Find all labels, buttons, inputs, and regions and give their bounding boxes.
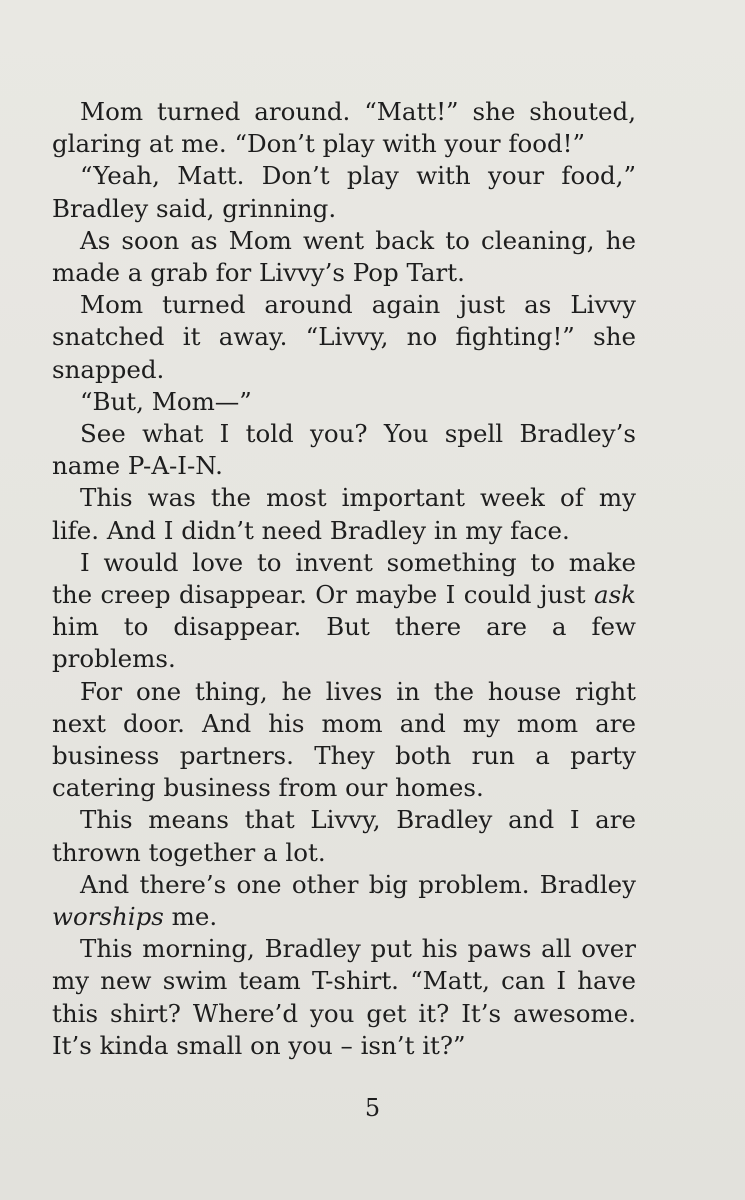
paragraph: This morning, Bradley put his paws all over my new swim team T-shirt. “Matt, can I have this shirt? Where’d you get it? It’s awesome. It’s kinda small on you – isn’t it?” xyxy=(52,934,636,1060)
paragraph: Mom turned around again just as Livvy snatched it away. “Livvy, no fighting!” she snapped. xyxy=(52,290,636,384)
paragraph: “But, Mom—” xyxy=(80,386,252,416)
paragraph: As soon as Mom went back to cleaning, he made a grab for Livvy’s Pop Tart. xyxy=(52,225,636,288)
paragraph: This means that Livvy, Bradley and I are thrown together a lot. xyxy=(52,805,636,867)
paragraph: I would love to invent something to make the creep disappear. Or maybe I could just ask him to disappear. But there are a few problems. xyxy=(52,547,636,674)
emphasis-text: worships xyxy=(52,902,164,932)
paragraph: And there’s one other big problem. Bradley worships me. xyxy=(52,869,636,932)
paragraph: “Yeah, Matt. Don’t play with your food,” Bradley said, grinning. xyxy=(52,161,636,223)
emphasis-text: ask xyxy=(593,580,636,610)
paragraph: Mom turned around. “Matt!” she shouted, glaring at me. “Don’t play with your food!” xyxy=(52,97,636,159)
paragraph: See what I told you? You spell Bradley’s name P-A-I-N. xyxy=(52,419,636,481)
paragraph: For one thing, he lives in the house right next door. And his mom and my mom are business partners. They both run a party catering business from our homes. xyxy=(52,676,636,803)
paragraph: This was the most important week of my life. And I didn’t need Bradley in my face. xyxy=(52,483,636,545)
body-text xyxy=(52,96,636,1062)
page-number: 5 xyxy=(364,1094,381,1122)
